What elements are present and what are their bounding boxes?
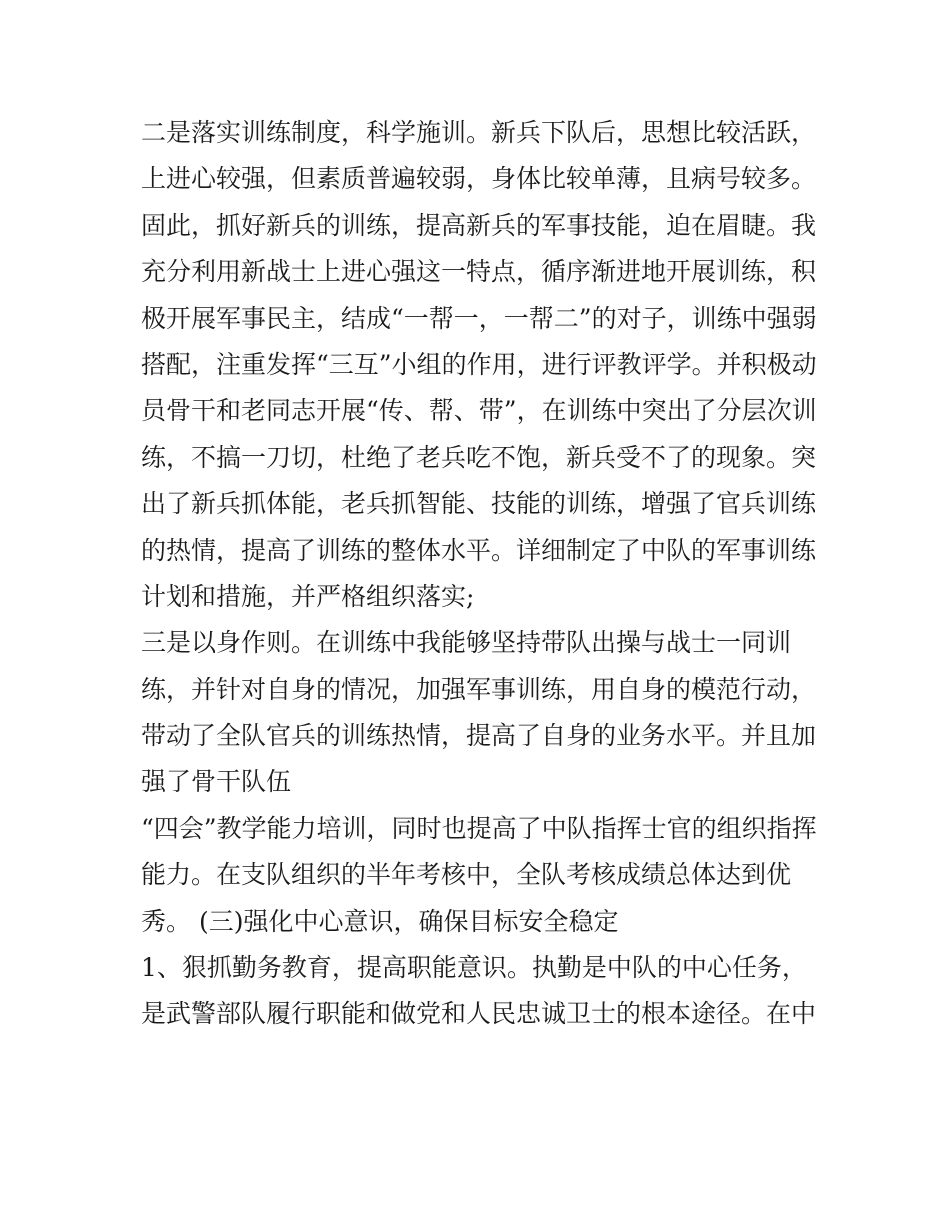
- text-line: 秀。 (三)强化中心意识，确保目标安全稳定: [141, 906, 619, 936]
- document-body: [141, 110, 821, 1038]
- text-line: 的热情，提高了训练的整体水平。详细制定了中队的军事训练: [141, 535, 817, 565]
- text-line: 1、狠抓勤务教育，提高职能意识。执勤是中队的中心任务，: [141, 953, 807, 983]
- text-line: 计划和措施，并严格组织落实;: [141, 581, 475, 611]
- text-line: “四会”教学能力培训，同时也提高了中队指挥士官的组织指挥: [141, 813, 817, 843]
- text-line: 带动了全队官兵的训练热情，提高了自身的业务水平。并且加: [141, 721, 817, 751]
- text-line: 是武警部队履行职能和做党和人民忠诚卫士的根本途径。在中: [141, 999, 817, 1029]
- text-line: 固此，抓好新兵的训练，提高新兵的军事技能，迫在眉睫。我: [141, 210, 817, 240]
- text-line: 搭配，注重发挥“三互”小组的作用，进行评教评学。并积极动: [141, 349, 817, 379]
- text-line: 极开展军事民主，结成“一帮一，一帮二”的对子，训练中强弱: [141, 303, 817, 333]
- text-line: 员骨干和老同志开展“传、帮、带”，在训练中突出了分层次训: [141, 396, 817, 426]
- text-line: 练，并针对自身的情况，加强军事训练，用自身的模范行动，: [141, 674, 817, 704]
- text-line: 练，不搞一刀切，杜绝了老兵吃不饱，新兵受不了的现象。突: [141, 442, 817, 472]
- text-line: 能力。在支队组织的半年考核中，全队考核成绩总体达到优: [141, 860, 792, 890]
- text-line: 上进心较强，但素质普遍较弱，身体比较单薄，且病号较多。: [141, 164, 817, 194]
- text-line: 出了新兵抓体能，老兵抓智能、技能的训练，增强了官兵训练: [141, 489, 817, 519]
- text-line: 二是落实训练制度，科学施训。新兵下队后，思想比较活跃，: [141, 118, 817, 147]
- text-line: 三是以身作则。在训练中我能够坚持带队出操与战士一同训: [141, 628, 792, 658]
- text-line: 充分利用新战士上进心强这一特点，循序渐进地开展训练，积: [141, 257, 817, 287]
- text-line: 强了骨干队伍: [141, 767, 292, 797]
